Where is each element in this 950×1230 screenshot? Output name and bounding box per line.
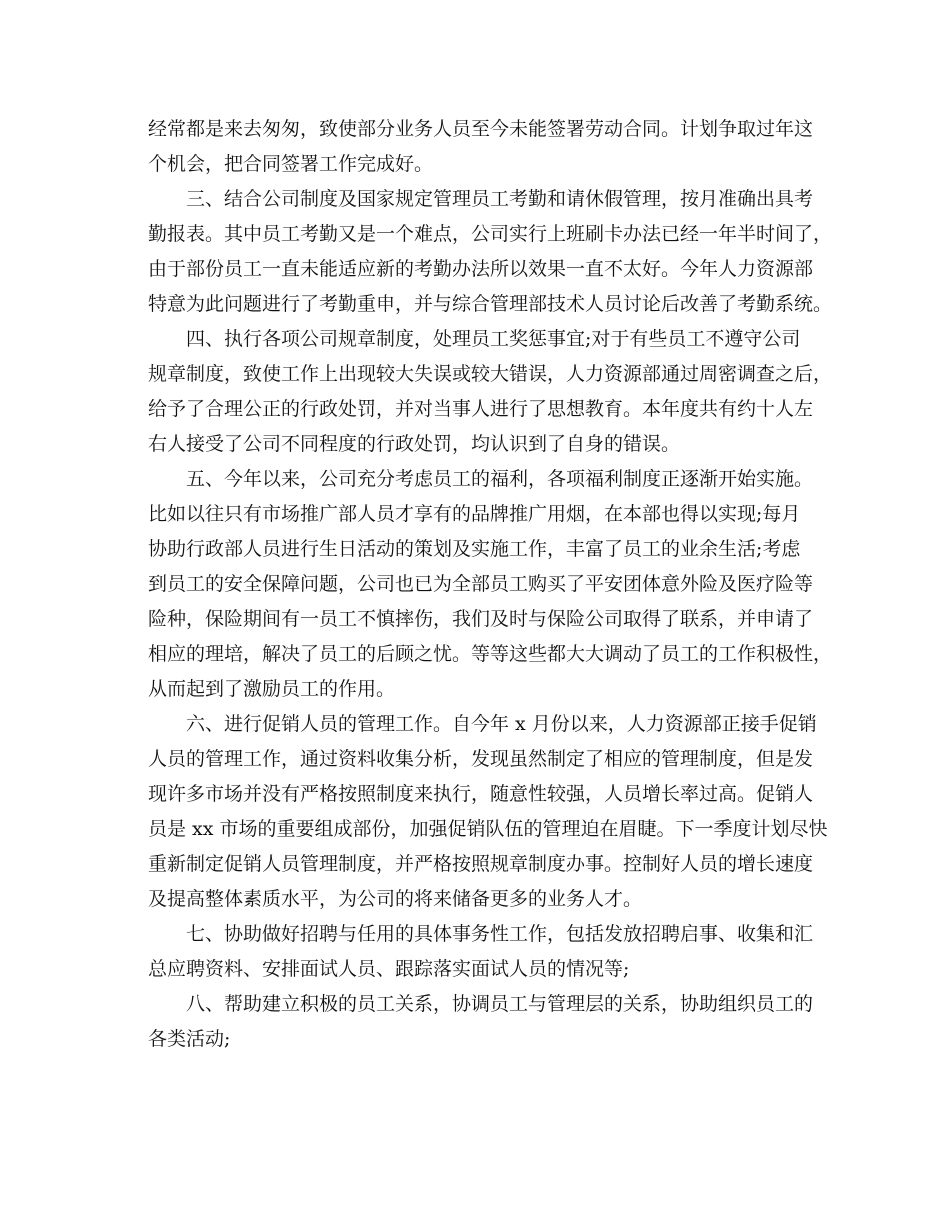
text-line: 右人接受了公司不同程度的行政处罚，均认识到了自身的错误。: [148, 433, 681, 455]
paragraph-first-line: 六、进行促销人员的管理工作。自今年 x 月份以来，人力资源部正接手促销: [186, 713, 817, 735]
paragraph-first-line: 四、执行各项公司规章制度，处理员工奖惩事宜;对于有些员工不遵守公司: [186, 328, 801, 350]
text-line: 特意为此问题进行了考勤重申，并与综合管理部技术人员讨论后改善了考勤系统。: [148, 293, 833, 315]
text-line: 员是 xx 市场的重要组成部份，加强促销队伍的管理迫在眉睫。下一季度计划尽快: [148, 818, 828, 840]
text-line: 协助行政部人员进行生日活动的策划及实施工作，丰富了员工的业余生活;考虑: [148, 538, 801, 560]
paragraph-first-line: 八、帮助建立积极的员工关系，协调员工与管理层的关系，协助组织员工的: [186, 993, 814, 1015]
text-line: 总应聘资料、安排面试人员、跟踪落实面试人员的情况等;: [148, 958, 630, 980]
text-line: 现许多市场并没有严格按照制度来执行，随意性较强，人员增长率过高。促销人: [148, 783, 814, 805]
text-line: 到员工的安全保障问题，公司也已为全部员工购买了平安团体意外险及医疗险等: [148, 573, 814, 595]
text-line: 个机会，把合同签署工作完成好。: [148, 153, 434, 175]
text-line: 险种，保险期间有一员工不慎摔伤，我们及时与保险公司取得了联系，并申请了: [148, 608, 814, 630]
text-line: 勤报表。其中员工考勤又是一个难点，公司实行上班刷卡办法已经一年半时间了，: [148, 223, 833, 245]
text-line: 经常都是来去匆匆，致使部分业务人员至今未能签署劳动合同。计划争取过年这: [148, 118, 814, 140]
text-line: 给予了合理公正的行政处罚，并对当事人进行了思想教育。本年度共有约十人左: [148, 398, 814, 420]
text-line: 及提高整体素质水平，为公司的将来储备更多的业务人才。: [148, 888, 643, 910]
text-line: 人员的管理工作，通过资料收集分析，发现虽然制定了相应的管理制度，但是发: [148, 748, 814, 770]
text-line: 规章制度，致使工作上出现较大失误或较大错误，人力资源部通过周密调查之后，: [148, 363, 833, 385]
text-line: 各类活动;: [148, 1028, 231, 1050]
text-line: 重新制定促销人员管理制度，并严格按照规章制度办事。控制好人员的增长速度: [148, 853, 814, 875]
text-line: 相应的理培，解决了员工的后顾之忧。等等这些都大大调动了员工的工作积极性，: [148, 643, 833, 665]
text-line: 从而起到了激励员工的作用。: [148, 678, 396, 700]
paragraph-first-line: 七、协助做好招聘与任用的具体事务性工作，包括发放招聘启事、收集和汇: [186, 923, 814, 945]
text-line: 比如以往只有市场推广部人员才享有的品牌推广用烟，在本部也得以实现;每月: [148, 503, 801, 525]
paragraph-first-line: 五、今年以来，公司充分考虑员工的福利，各项福利制度正逐渐开始实施。: [186, 468, 814, 490]
text-line: 由于部份员工一直未能适应新的考勤办法所以效果一直不太好。今年人力资源部: [148, 258, 814, 280]
document-body: [148, 112, 833, 1057]
paragraph-first-line: 三、结合公司制度及国家规定管理员工考勤和请休假管理，按月准确出具考: [186, 188, 814, 210]
